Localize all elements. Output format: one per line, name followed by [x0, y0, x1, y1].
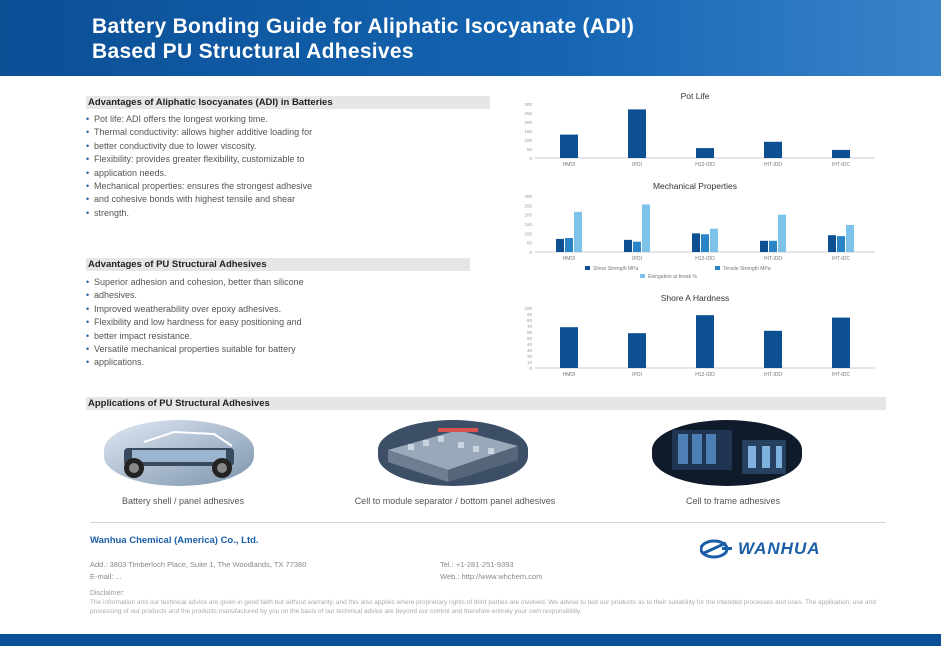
- y-tick-label: 250: [524, 203, 532, 209]
- bar-h12-idd: [696, 148, 714, 158]
- divider: [90, 522, 886, 523]
- list-item: • Superior adhesion and cohesion, better than silicone: [86, 276, 486, 289]
- company-tel: Tel.: +1-281-251-9393: [440, 560, 514, 569]
- section-heading-pu: Advantages of PU Structural Adhesives: [86, 258, 470, 271]
- caption-cell-module: Cell to module separator / bottom panel adhesives: [354, 496, 556, 506]
- caption-battery-shell: Battery shell / panel adhesives: [121, 496, 245, 506]
- bar-hmdi-1: [565, 238, 573, 252]
- adi-bullet-list: [86, 113, 486, 220]
- chart-title: Shore A Hardness: [660, 293, 730, 303]
- company-address: Add.: 3803 Timberloch Place, Suite 1, The Woodlands, TX 77380: [90, 560, 307, 569]
- x-tick-label: H12-IDD: [695, 372, 715, 378]
- page-title: [92, 14, 634, 64]
- bar-ipdi: [628, 333, 646, 368]
- list-item: • Flexibility: provides greater flexibility, customizable to: [86, 153, 486, 166]
- app-image-battery-shell: [104, 420, 254, 486]
- y-tick-label: 300: [524, 194, 532, 199]
- bar-iht-idd-2: [778, 215, 786, 252]
- list-item: • strength.: [86, 207, 486, 220]
- company-email[interactable]: E-mail: ...: [90, 572, 122, 581]
- y-tick-label: 0: [529, 250, 532, 255]
- bar-ipdi: [628, 109, 646, 158]
- list-item: • Flexibility and low hardness for easy positioning and: [86, 316, 486, 329]
- bar-iht-idc: [832, 150, 850, 158]
- y-tick-label: 10: [526, 360, 532, 365]
- y-tick-label: 200: [524, 212, 532, 218]
- legend-swatch: [640, 274, 645, 278]
- list-item: • Mechanical properties: ensures the strongest adhesive: [86, 180, 486, 193]
- x-tick-label: IHT-IDC: [831, 372, 851, 378]
- caption-cell-frame: Cell to frame adhesives: [685, 496, 781, 506]
- bar-h12-idd-1: [701, 234, 709, 252]
- y-tick-label: 20: [526, 354, 532, 359]
- pu-bullet-list: [86, 276, 486, 370]
- title-line-2: Based PU Structural Adhesives: [92, 40, 414, 63]
- bar-iht-idc-1: [837, 236, 845, 252]
- y-tick-label: 150: [524, 222, 532, 227]
- y-tick-label: 0: [529, 366, 532, 371]
- list-item: • adhesives.: [86, 289, 486, 302]
- company-name: Wanhua Chemical (America) Co., Ltd.: [90, 535, 259, 546]
- x-tick-label: HMDI: [562, 162, 576, 168]
- chart-mechanical-properties: [505, 180, 885, 288]
- bar-hmdi: [560, 135, 578, 158]
- y-tick-label: 30: [526, 348, 532, 353]
- bar-iht-idd: [764, 142, 782, 158]
- x-tick-label: IHT-IDC: [831, 256, 851, 262]
- company-web[interactable]: Web.: http://www.whchem.com: [440, 572, 543, 581]
- header-banner: [0, 0, 941, 76]
- bar-h12-idd-0: [692, 233, 700, 252]
- x-tick-label: IPDI: [632, 162, 642, 168]
- bar-hmdi: [560, 327, 578, 368]
- chart-hardness-svg: [505, 292, 885, 384]
- car-chassis-illustration: [104, 420, 254, 486]
- bar-iht-idc: [832, 318, 850, 368]
- y-tick-label: 50: [526, 336, 532, 341]
- bar-h12-idd: [696, 315, 714, 368]
- x-tick-label: HMDI: [562, 372, 576, 378]
- list-item: • and cohesive bonds with highest tensile and shear: [86, 193, 486, 206]
- x-tick-label: IHT-IDD: [763, 256, 783, 262]
- bar-ipdi-0: [624, 240, 632, 252]
- list-item: • Improved weatherability over epoxy adhesives.: [86, 303, 486, 316]
- y-tick-label: 250: [524, 111, 532, 116]
- chart-pot-life: [505, 90, 885, 170]
- bar-ipdi-2: [642, 204, 650, 252]
- bar-h12-idd-2: [710, 229, 718, 252]
- chart-title: Pot Life: [680, 91, 710, 101]
- section-heading-apps: Applications of PU Structural Adhesives: [86, 397, 886, 410]
- list-item: • Versatile mechanical properties suitable for battery: [86, 343, 486, 356]
- x-tick-label: IHT-IDD: [763, 162, 783, 168]
- y-tick-label: 50: [526, 147, 532, 152]
- list-item: • better impact resistance.: [86, 330, 486, 343]
- y-tick-label: 100: [524, 231, 532, 237]
- x-tick-label: H12-IDD: [695, 256, 715, 262]
- y-tick-label: 100: [524, 138, 532, 143]
- disclaimer-text: The information and our technical advice are given in good faith but without warranty, and this also applies where proprietary rights of third parties are involved. We advise to test our products as to their suitability for the intended processes and uses. The application, use and processing of our products and the products manufactured by you on the basis of our technical advice are beyond our control and therefore entirely your own responsibility.: [90, 599, 876, 615]
- bar-iht-idd: [764, 331, 782, 368]
- bar-hmdi-2: [574, 212, 582, 252]
- section-heading-adi: Advantages of Aliphatic Isocyanates (ADI) in Batteries: [86, 96, 490, 109]
- legend-swatch: [585, 266, 590, 270]
- chart-title: Mechanical Properties: [652, 181, 738, 191]
- bar-iht-idd-0: [760, 241, 768, 252]
- list-item: • Thermal conductivity: allows higher additive loading for: [86, 126, 486, 139]
- y-tick-label: 70: [526, 324, 532, 329]
- x-tick-label: IPDI: [632, 372, 642, 378]
- chart-mechanical-svg: [505, 180, 885, 288]
- y-tick-label: 40: [526, 342, 532, 347]
- y-tick-label: 80: [526, 318, 532, 323]
- chart-shore-a-hardness: [505, 292, 885, 384]
- footer-bar: [0, 634, 941, 646]
- bar-iht-idc-0: [828, 235, 836, 252]
- app-image-cell-to-frame: [652, 420, 802, 486]
- list-item: • applications.: [86, 356, 486, 369]
- y-tick-label: 300: [524, 102, 532, 107]
- y-tick-label: 50: [526, 240, 532, 246]
- bar-iht-idd-1: [769, 241, 777, 252]
- x-tick-label: IPDI: [632, 256, 642, 262]
- title-line-1: Battery Bonding Guide for Aliphatic Isocyanate (ADI): [92, 15, 635, 38]
- x-tick-label: HMDI: [562, 256, 576, 262]
- logo-wordmark: WANHUA: [738, 539, 821, 558]
- y-tick-label: 150: [524, 129, 532, 134]
- bar-hmdi-0: [556, 239, 564, 252]
- legend-label: Elongation at break %: [648, 274, 697, 280]
- y-tick-label: 90: [526, 312, 532, 317]
- wanhua-logo: [700, 538, 890, 560]
- chart-pot-life-svg: [505, 90, 885, 170]
- legend-swatch: [715, 266, 720, 270]
- bar-ipdi-1: [633, 242, 641, 252]
- disclaimer-heading: Disclaimer:: [90, 590, 125, 597]
- legend-label: Shear Strength MPa: [593, 266, 639, 272]
- y-tick-label: 100: [524, 306, 532, 311]
- cell-frame-illustration: [652, 420, 802, 486]
- y-tick-label: 60: [526, 330, 532, 335]
- x-tick-label: IHT-IDD: [763, 372, 783, 378]
- list-item: • application needs.: [86, 167, 486, 180]
- legend-label: Tensile Strength MPa: [723, 266, 771, 272]
- app-image-cell-module: [378, 420, 528, 486]
- y-tick-label: 0: [529, 156, 532, 161]
- bar-iht-idc-2: [846, 225, 854, 252]
- list-item: • Pot life: ADI offers the longest working time.: [86, 113, 486, 126]
- y-tick-label: 200: [524, 120, 532, 125]
- x-tick-label: H12-IDD: [695, 162, 715, 168]
- list-item: • better conductivity due to lower viscosity.: [86, 140, 486, 153]
- battery-module-illustration: [378, 420, 528, 486]
- x-tick-label: IHT-IDC: [831, 162, 851, 168]
